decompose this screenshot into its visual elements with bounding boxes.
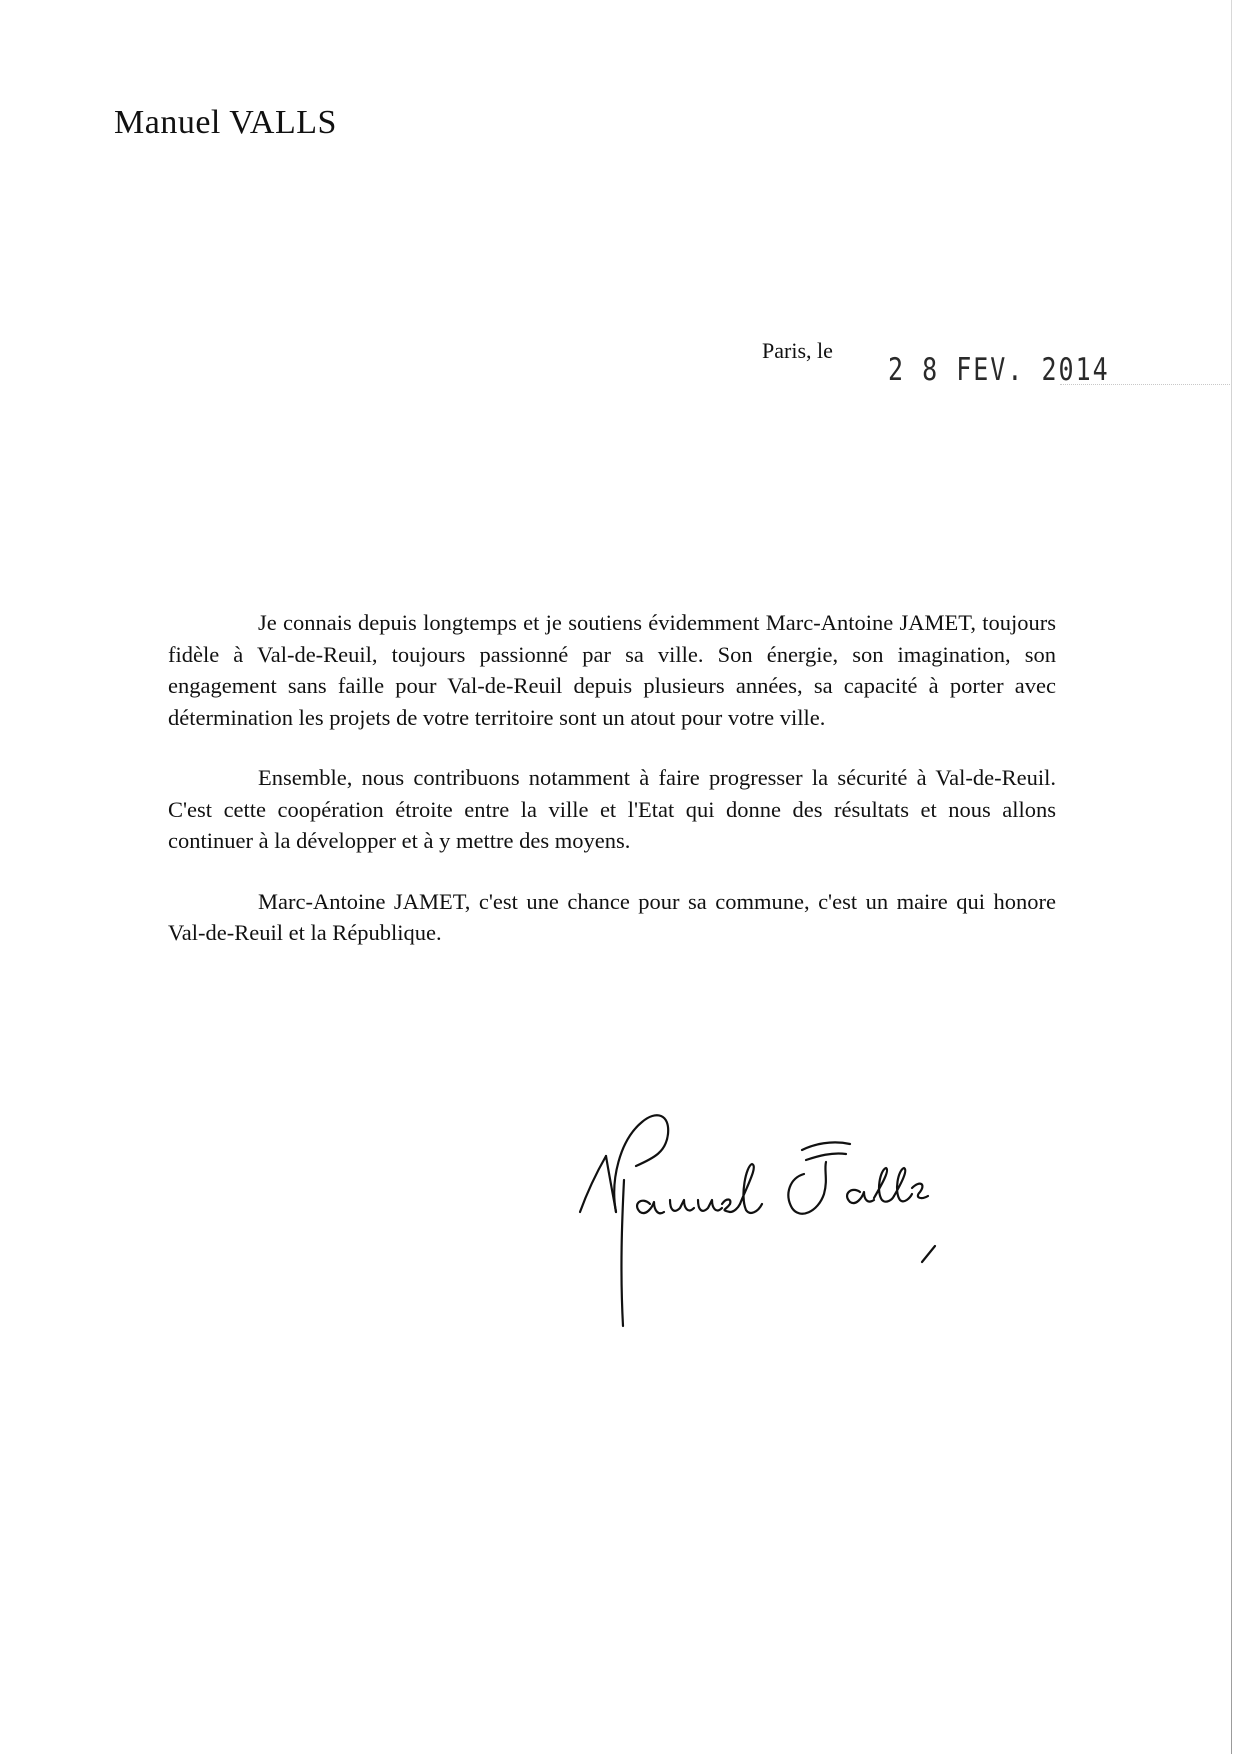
date-stamp: 2 8 FEV. 2014 — [888, 351, 1110, 388]
body-paragraph-3: Marc-Antoine JAMET, c'est une chance pour sa commune, c'est un maire qui honore Val-de-Reuil et la République. — [168, 888, 1056, 945]
sender-name: Manuel VALLS — [114, 104, 337, 141]
scan-edge-artifact — [1231, 0, 1232, 1754]
place-label: Paris, le — [762, 338, 833, 363]
date-dotted-line — [1060, 383, 1230, 385]
body-paragraph-2: Ensemble, nous contribuons notamment à faire progresser la sécurité à Val-de-Reuil. C'est cette coopération étroite entre la ville et l'Etat qui donne des résultats et nous allons continuer à la développer et à y mettre des moyens. — [168, 765, 1056, 853]
handwritten-signature — [570, 1100, 990, 1350]
letter-body — [168, 607, 1056, 978]
body-paragraph-1: Je connais depuis longtemps et je soutiens évidemment Marc-Antoine JAMET, toujours fidèle à Val-de-Reuil, toujours passionné par sa ville. Son énergie, son imagination, son engagement sans faille pour Val-de-Reuil depuis plusieurs années, sa capacité à porter avec détermination les projets de votre territoire sont un atout pour votre ville. — [168, 610, 1056, 730]
